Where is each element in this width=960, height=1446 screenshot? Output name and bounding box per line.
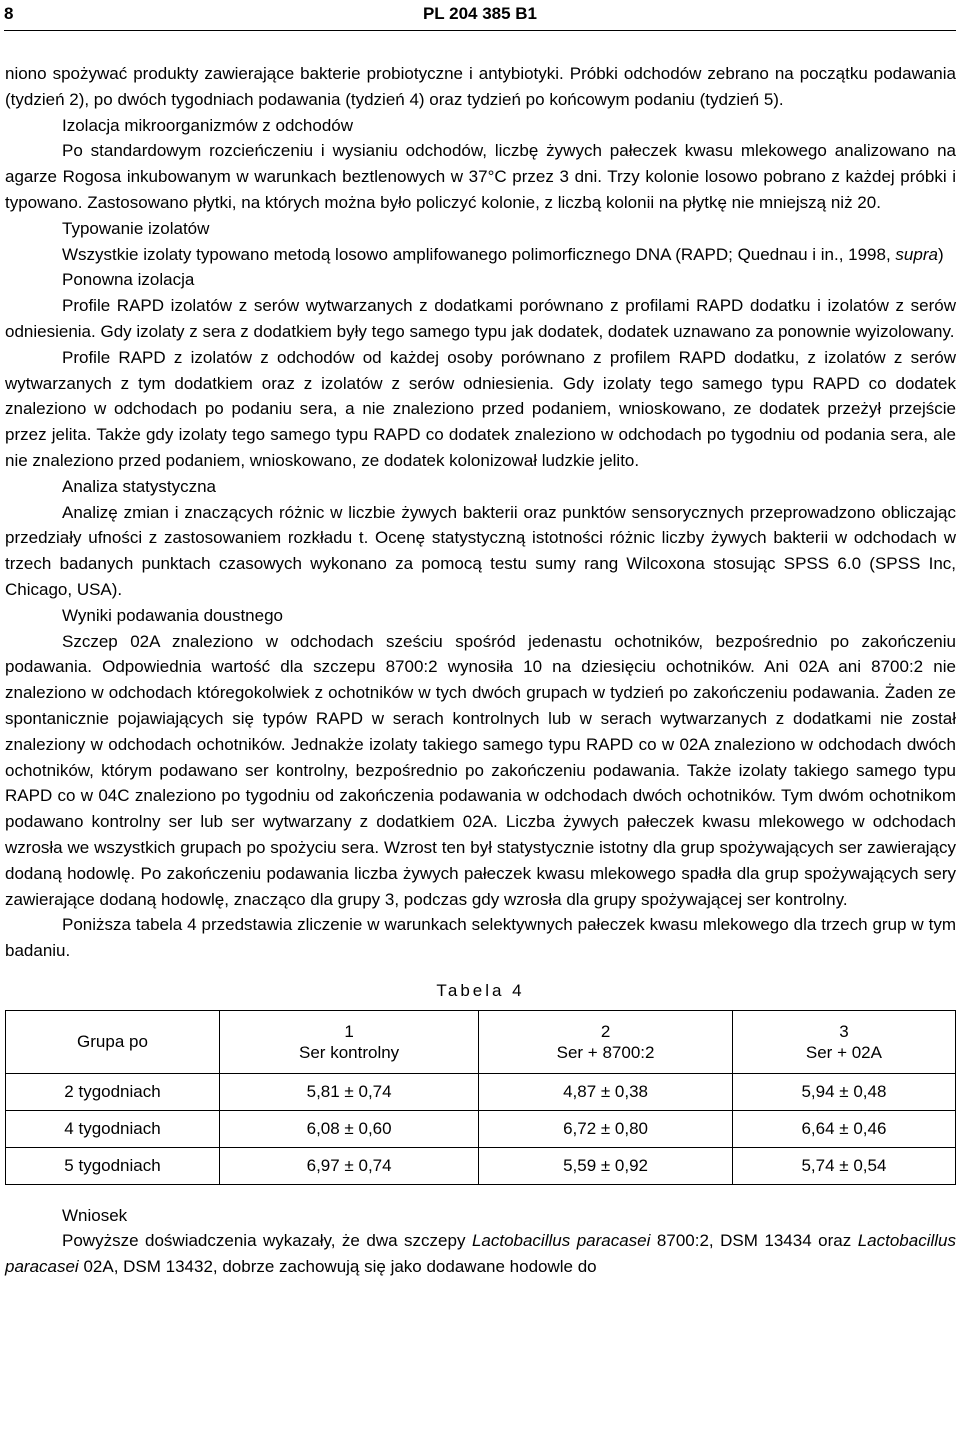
text-segment: Ani 02A ani 8700:2 nie znaleziono w odchodach któregokolwiek z ochotników w tych dwóch grupach w tydzień po zakończeniu podawania. [5,657,956,703]
text-segment: Analizę zmian i znaczących różnic w liczbie żywych bakterii oraz punktów sensorycznych przeprowadzono obliczając przedziały ufności z zastosowaniem rozkładu t. [5,502,956,548]
text-segment: Ocenę statystyczną istotności różnic liczby żywych bakterii w odchodach w trzech badanych punktach czasowych wykonano za pomocą testu sumy rang Wilcoxona stosując SPSS 6.0 (SPSS Inc, Chicago, USA). [5,528,956,599]
text-segment: Gdy izolaty tego samego typu RAPD co dodatek znaleziono w odchodach po podaniu sera, a nie znaleziono przed podaniem, wnioskowano, ze dodatek przeżył przejście przez jelita. [5,373,957,445]
header-col-label: Ser + 02A [805,1042,882,1062]
heading-results: Wyniki podawania doustnego [62,605,283,625]
table-row [6,1110,956,1147]
table-cell: 6,72 ± 0,80 [479,1110,733,1147]
text-segment: Wzrost ten był statystycznie istotny dla grup spożywających ser zawierający dodaną hodowlę. [5,837,956,883]
document-body [5,61,956,1280]
table-row [6,1073,956,1110]
text-segment: 02A, DSM 13432, dobrze zachowują się jako dodawane hodowle do [78,1257,597,1277]
italic-text: Lactobacillus paracasei [471,1231,651,1251]
text-segment: Liczba żywych pałeczek kwasu mlekowego w odchodach wzrosła we wszystkich grupach po spożyciu sera. [5,812,956,857]
table-caption: Tabela 4 [436,980,525,1000]
heading-statistics: Analiza statystyczna [62,476,217,496]
text-segment: Po zakończeniu podawania liczba żywych pałeczek kwasu mlekowego spadła dla grup spożywających sery zawierające dodaną hodowlę, znacząco dla grupy 3, podczas gdy wzrosła dla grupy spożywającej ser kontrolny. [5,863,956,909]
paragraph-results [5,629,956,913]
table-4 [5,1010,956,1185]
paragraph-conclusion [5,1228,956,1280]
table-cell: 6,97 ± 0,74 [220,1147,479,1184]
heading-typing: Typowanie izolatów [62,218,210,238]
text-segment: 8700:2, DSM 13434 oraz [650,1231,858,1251]
header-col-3 [732,1010,955,1073]
italic-text: Lactobacillus paracasei [5,1231,956,1277]
paragraph-reisolation [5,293,956,345]
table-cell: 4,87 ± 0,38 [479,1073,733,1110]
row-group: 5 tygodniach [6,1147,220,1184]
header-col-number: 3 [839,1021,849,1041]
header-col-1 [220,1010,479,1073]
paragraph-reisolation-feces [5,345,956,474]
text-segment: Powyższe doświadczenia wykazały, że dwa szczepy [62,1231,472,1251]
text-segment: Jednakże izolaty takiego samego typu RAPD co w 02A znaleziono w odchodach dwóch ochotników, którym podawano ser kontrolny, bezpośrednio po zakończeniu podawania. [5,734,956,780]
text-segment: Także izolaty takiego samego typu RAPD co w 04C znaleziono po tygodniu od zakończenia podawania w odchodach dwóch ochotników. [5,760,956,806]
text-segment: Profile RAPD z izolatów z odchodów od każdej osoby porównano z profilem RAPD dodatku, z izolatów z serów wytwarzanych z tym dodatkiem oraz z izolatów z serów odniesienia. [5,347,956,393]
heading-reisolation: Ponowna izolacja [62,270,195,290]
header-col-label: Ser + 8700:2 [556,1042,655,1062]
text-segment: Tym dwóm ochotnikom podawano kontrolny ser lub ser wytwarzany z dodatkiem 02A. [5,786,956,832]
page-header [4,4,956,32]
table-cell: 6,08 ± 0,60 [220,1110,479,1147]
text-segment: Szczep 02A znaleziono w odchodach sześciu spośród jedenastu ochotników, bezpośrednio po zakończeniu podawania. [5,631,956,677]
header-col-label: Ser kontrolny [299,1042,400,1062]
paragraph-table-intro: Poniższa tabela 4 przedstawia zliczenie w warunkach selektywnych pałeczek kwasu mlekowego dla trzech grup w tym badaniu. [5,915,956,961]
text-segment: Profile RAPD izolatów z serów wytwarzanych z dodatkami porównano z profilami RAPD dodatku i izolatów z serów odniesienia. [5,296,956,341]
paragraph-isolation [5,138,956,215]
page-number: 8 [4,4,14,23]
heading-conclusion: Wniosek [62,1205,128,1225]
text-segment: , 1998, [838,244,896,264]
text-segment: Także gdy izolaty tego samego typu RAPD co dodatek znaleziono w odchodach po tygodniu od podania sera, ale nie znaleziono przed podaniem, wnioskowano, ze dodatek kolonizował ludzkie jelito. [5,425,956,470]
heading-isolation: Izolacja mikroorganizmów z odchodów [62,115,354,135]
table-cell: 6,64 ± 0,46 [732,1110,955,1147]
row-group: 2 tygodniach [6,1073,220,1110]
text-segment: Odpowiednia wartość dla szczepu 8700:2 wynosiła 10 na dziesięciu ochotników. [91,657,755,677]
header-col-number: 1 [344,1021,354,1041]
table-cell: 5,81 ± 0,74 [220,1073,479,1110]
header-col-2 [479,1010,733,1073]
header-group: Grupa po [6,1010,220,1073]
paragraph-statistics [5,500,956,603]
italic-text: supra [895,244,938,264]
header-col-number: 2 [600,1021,611,1041]
text-segment: Gdy izolaty z sera z dodatkiem były tego samego typu jak dodatek, dodatek uznawano za ponownie wyizolowany. [95,321,955,341]
text-segment: Po standardowym rozcieńczeniu i wysianiu odchodów, liczbę żywych pałeczek kwasu mlekowego analizowano na agarze Rogosa inkubowanym w warunkach beztlenowych w 37°C przez 3 dni. [5,141,956,187]
text-segment: Żaden ze spontanicznie pojawiających się typów RAPD w serach kontrolnych lub w serach wytwarzanych z dodatkami nie został znaleziony w odchodach ochotników. [5,683,956,754]
row-group: 4 tygodniach [6,1110,220,1147]
text-segment: Zastosowano płytki, na których można było policzyć kolonie, z liczbą kolonii na płytkę nie mniejszą niż 20. [82,192,881,212]
table-cell: 5,94 ± 0,48 [732,1073,955,1110]
header-rule [4,30,956,31]
table-cell: 5,59 ± 0,92 [479,1147,733,1184]
text-segment: Trzy kolonie losowo pobrano z każdej próbki i typowano. [5,167,957,212]
text-segment: ) [937,244,944,264]
table-row [6,1147,956,1184]
text-segment: Wszystkie izolaty typowano metodą losowo amplifowanego polimorficznego DNA (RAPD; Quednau i in. [62,244,839,264]
table-cell: 5,74 ± 0,54 [732,1147,955,1184]
paragraph-typing [5,242,956,268]
table-header-row [6,1010,956,1073]
paragraph-intro: niono spożywać produkty zawierające bakterie probiotyczne i antybiotyki. Próbki odchodów zebrano na początku podawania (tydzień 2), po dwóch tygodniach podawania (tydzień 4) oraz tydzień po końcowym podaniu (tydzień 5). [5,64,956,109]
patent-number: PL 204 385 B1 [422,4,538,23]
